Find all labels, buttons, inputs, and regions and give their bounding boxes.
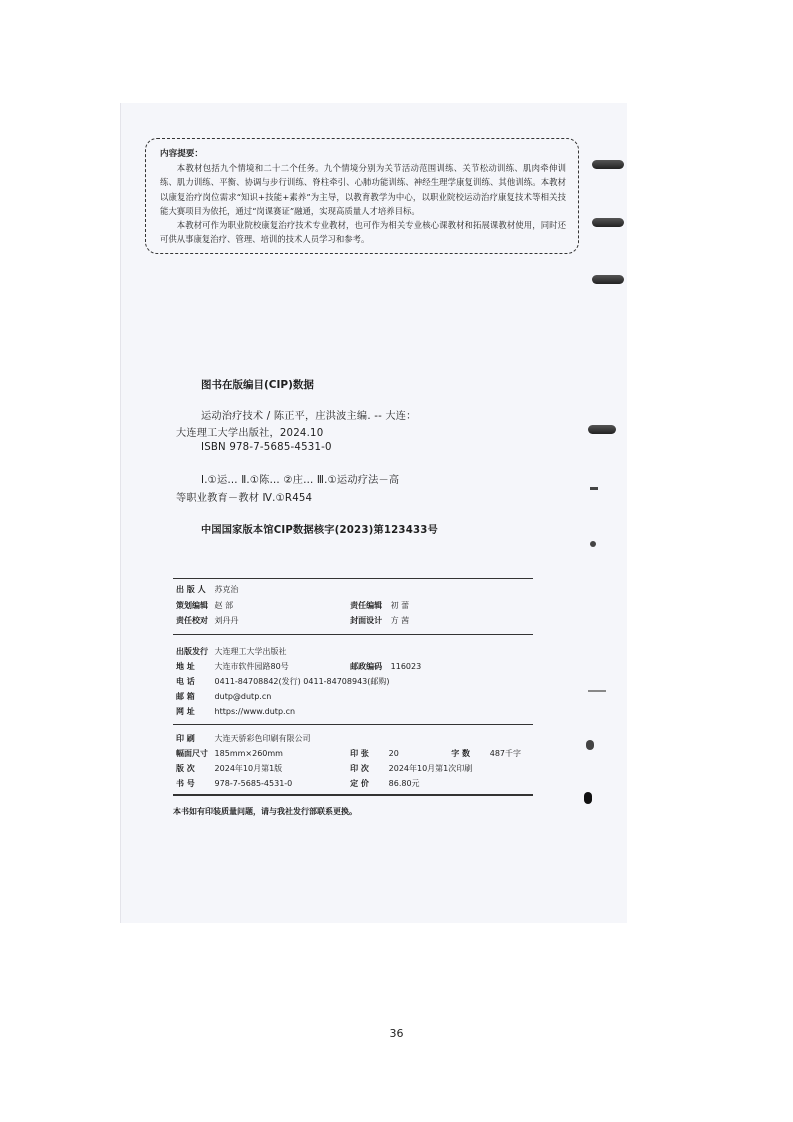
cip-line: 等职业教育－教材 Ⅳ.①R454 <box>176 493 313 504</box>
binder-ring <box>592 218 624 227</box>
cover-design-label: 封面设计 <box>350 616 383 625</box>
size-label: 幅面尺寸 <box>176 749 208 758</box>
scan-mark <box>586 740 594 750</box>
credit-row <box>176 600 409 611</box>
phone-value: 0411-84708842(发行) 0411-84708943(邮购) <box>214 677 390 686</box>
printing-row <box>176 733 311 744</box>
credit-row <box>176 584 239 595</box>
printing-row <box>176 778 420 789</box>
edition-value: 2024年10月第1版 <box>214 764 283 773</box>
page-number: 36 <box>389 1027 404 1040</box>
impression-label: 印 次 <box>350 764 369 773</box>
impression-value: 2024年10月第1次印刷 <box>388 764 473 773</box>
publisher-label: 出 版 人 <box>176 585 206 594</box>
address-value: 大连市软件园路80号 <box>214 662 289 671</box>
printer-label: 印 刷 <box>176 734 195 743</box>
divider <box>173 794 533 796</box>
issuer-label: 出版发行 <box>176 647 208 656</box>
quality-notice: 本书如有印装质量问题，请与我社发行部联系更换。 <box>173 807 357 816</box>
sheets-value: 20 <box>388 749 399 758</box>
credit-row <box>176 615 409 626</box>
address-label: 地 址 <box>176 662 195 671</box>
proofreader-value: 刘丹丹 <box>214 616 239 625</box>
distribution-row <box>176 646 287 657</box>
price-value: 86.80元 <box>388 779 420 788</box>
responsible-editor-value: 初 蕾 <box>390 601 410 610</box>
distribution-row <box>176 661 421 672</box>
divider <box>173 634 533 635</box>
cip-line: ISBN 978-7-5685-4531-0 <box>201 442 332 453</box>
binder-ring <box>588 425 616 434</box>
summary-heading: 内容提要： <box>160 149 203 159</box>
words-label: 字 数 <box>451 749 470 758</box>
scan-mark <box>590 487 598 490</box>
website-label: 网 址 <box>176 707 195 716</box>
cip-line: 运动治疗技术 / 陈正平，庄洪波主编. -- 大连： <box>201 411 417 422</box>
sheets-label: 印 张 <box>350 749 369 758</box>
binder-ring <box>592 160 624 169</box>
binder-ring <box>592 275 624 284</box>
scan-mark <box>588 690 606 692</box>
scan-mark <box>590 541 596 547</box>
words-value: 487千字 <box>489 749 522 758</box>
distribution-row <box>176 691 271 702</box>
website-value: https://www.dutp.cn <box>214 707 296 716</box>
price-label: 定 价 <box>350 779 369 788</box>
scan-mark <box>584 792 592 804</box>
phone-label: 电 话 <box>176 677 195 686</box>
email-label: 邮 箱 <box>176 692 195 701</box>
printing-row <box>176 748 521 759</box>
divider <box>173 578 533 579</box>
cip-title: 图书在版编目(CIP)数据 <box>201 379 314 391</box>
distribution-row <box>176 676 390 687</box>
distribution-row <box>176 706 295 717</box>
printer-value: 大连天骄彩色印刷有限公司 <box>214 734 311 743</box>
printing-row <box>176 763 472 774</box>
edition-label: 版 次 <box>176 764 195 773</box>
isbn-label: 书 号 <box>176 779 195 788</box>
issuer-value: 大连理工大学出版社 <box>214 647 287 656</box>
divider <box>173 724 533 725</box>
summary-paragraph: 本教材可作为职业院校康复治疗技术专业教材，也可作为相关专业核心课教材和拓展课教材使用，同时还可供从事康复治疗、管理、培训的技术人员学习和参考。 <box>160 220 566 245</box>
cip-line: Ⅰ.①运… Ⅱ.①陈… ②庄… Ⅲ.①运动疗法－高 <box>201 475 400 486</box>
cip-line: 大连理工大学出版社，2024.10 <box>176 428 324 439</box>
publisher-value: 苏克治 <box>214 585 239 594</box>
content-summary-box <box>145 138 579 254</box>
postcode-label: 邮政编码 <box>350 662 383 671</box>
responsible-editor-label: 责任编辑 <box>350 601 383 610</box>
planning-editor-label: 策划编辑 <box>176 601 208 610</box>
planning-editor-value: 赵 部 <box>214 601 234 610</box>
postcode-value: 116023 <box>390 662 422 671</box>
isbn-value: 978-7-5685-4531-0 <box>214 779 293 788</box>
cover-design-value: 方 茜 <box>390 616 410 625</box>
proofreader-label: 责任校对 <box>176 616 208 625</box>
summary-paragraph: 本教材包括九个情境和二十二个任务。九个情境分别为关节活动范围训练、关节松动训练、肌肉牵伸训练、肌力训练、平衡、协调与步行训练、脊柱牵引、心肺功能训练、神经生理学康复训练、其他训练。本教材以康复治疗岗位需求“知识+技能+素养”为主导，以教育教学为中心，以职业院校运动治疗康复技术等相关技能大赛项目为依托，通过“岗课赛证”融通，实现高质量人才培养目标。 <box>160 163 566 216</box>
size-value: 185mm×260mm <box>214 749 283 758</box>
email-value: dutp@dutp.cn <box>214 692 272 701</box>
cip-line: 中国国家版本馆CIP数据核字(2023)第123433号 <box>201 525 438 536</box>
